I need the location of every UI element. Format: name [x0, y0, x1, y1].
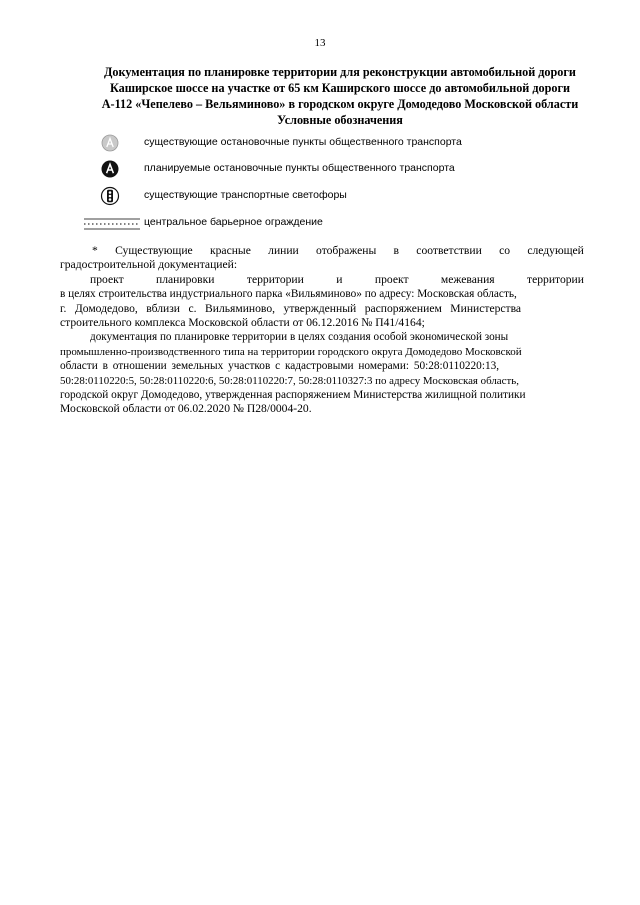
note-paragraph-3-line-4: 50:28:0110220:5, 50:28:0110220:6, 50:28:0110220:7, 50:28:0110327:3 по адресу Московская область,: [60, 374, 519, 387]
traffic-light-icon: [100, 186, 120, 206]
note-paragraph-2-line-2: в целях строительства индустриального парка «Вильяминово» по адресу: Московская область,: [60, 288, 517, 301]
legend-label: существующие остановочные пункты общественного транспорта: [144, 136, 462, 148]
note-paragraph-3-line-1: документация по планировке территории в целях создания особой экономической зоны: [90, 331, 509, 344]
note-paragraph-3-line-3: области в отношении земельных участков с кадастровыми номерами: 50:28:0110220:13,: [60, 360, 500, 373]
title-line-1: Документация по планировке территории для реконструкции автомобильной дороги: [104, 65, 576, 79]
title-line-3: А-112 «Чепелево – Вельяминово» в городском округе Домодедово Московской области: [101, 97, 579, 111]
note-paragraph-2-line-4: строительного комплекса Московской области от 06.12.2016 № П41/4164;: [60, 315, 425, 329]
note-paragraph-3-line-6: Московской области от 06.02.2020 № П28/0004-20.: [60, 402, 312, 416]
legend-item-existing-stops: [84, 132, 584, 156]
note-paragraph-2-line-1: проект планировки территории и проект межевания территории: [90, 272, 584, 286]
bus-stop-planned-icon: [100, 159, 120, 179]
notes-block: [60, 244, 584, 417]
legend-item-planned-stops: [84, 158, 584, 182]
note-paragraph-1-line-1: * Существующие красные линии отображены в соответствии со следующей: [92, 244, 584, 257]
note-paragraph-3-line-2: промышленно-производственного типа на территории городского округа Домодедово Московской: [60, 345, 522, 358]
page-title: [60, 64, 620, 128]
legend-label: центральное барьерное ограждение: [144, 216, 323, 228]
barrier-line-icon: [84, 216, 140, 230]
note-paragraph-1-line-2: градостроительной документацией:: [60, 258, 238, 272]
legend-item-barrier: [84, 212, 584, 236]
legend-heading: Условные обозначения: [277, 113, 403, 127]
legend-item-traffic-lights: [84, 185, 584, 209]
page-number: 13: [314, 37, 326, 49]
note-paragraph-3-line-5: городской округ Домодедово, утвержденная распоряжением Министерства жилищной политики: [60, 388, 526, 401]
legend-label: планируемые остановочные пункты общественного транспорта: [144, 162, 455, 174]
title-line-2: Каширское шоссе на участке от 65 км Каширского шоссе до автомобильной дороги: [109, 81, 571, 95]
bus-stop-existing-icon: [100, 133, 120, 153]
note-paragraph-2-line-3: г. Домодедово, вблизи с. Вильяминово, утвержденный распоряжением Министерства: [60, 301, 522, 315]
legend-label: существующие транспортные светофоры: [144, 189, 347, 201]
